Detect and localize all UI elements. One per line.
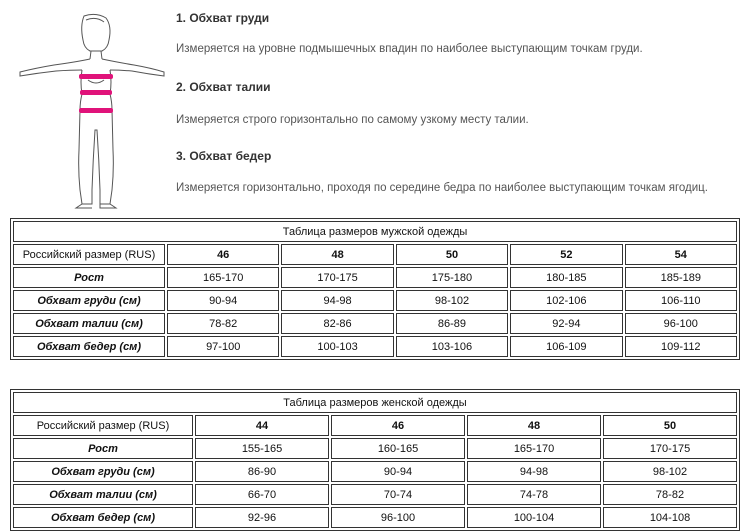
table-cell: 90-94: [331, 461, 465, 482]
table-cell: 96-100: [625, 313, 737, 334]
row-label: Обхват груди (см): [13, 461, 193, 482]
table-cell: 98-102: [396, 290, 508, 311]
table-cell: 74-78: [467, 484, 601, 505]
row-label: Рост: [13, 438, 193, 459]
table-caption-row: [13, 392, 737, 413]
size-cell: 50: [603, 415, 737, 436]
size-cell: 48: [281, 244, 393, 265]
table-cell: 165-170: [467, 438, 601, 459]
table-header-row: [13, 244, 737, 265]
table-cell: 100-103: [281, 336, 393, 357]
hips-title: 3. Обхват бедер: [176, 149, 272, 163]
waist-text: Измеряется строго горизонтально по самому узкому месту талии.: [176, 114, 529, 126]
table-cell: 104-108: [603, 507, 737, 528]
table-cell: 94-98: [281, 290, 393, 311]
table-cell: 86-90: [195, 461, 329, 482]
table-row: [13, 336, 737, 357]
table-cell: 106-109: [510, 336, 622, 357]
row-label: Обхват груди (см): [13, 290, 165, 311]
hips-text: Измеряется горизонтально, проходя по середине бедра по наиболее выступающим точкам ягодиц.: [176, 182, 708, 194]
size-cell: 52: [510, 244, 622, 265]
men-table-caption: Таблица размеров мужской одежды: [13, 221, 737, 242]
table-cell: 102-106: [510, 290, 622, 311]
table-cell: 165-170: [167, 267, 279, 288]
left-arm: [20, 59, 90, 76]
size-cell: 48: [467, 415, 601, 436]
women-table-caption: Таблица размеров женской одежды: [13, 392, 737, 413]
chest-title: 1. Обхват груди: [176, 11, 270, 25]
row-label: Рост: [13, 267, 165, 288]
hip-band: [79, 108, 113, 113]
table-row: [13, 290, 737, 311]
row-label: Обхват талии (см): [13, 313, 165, 334]
body-measurement-figure: [16, 10, 166, 210]
table-row: [13, 438, 737, 459]
chest-band: [79, 74, 113, 79]
table-cell: 94-98: [467, 461, 601, 482]
table-header-row: [13, 415, 737, 436]
size-cell: 44: [195, 415, 329, 436]
right-arm: [102, 59, 164, 76]
row-label: Обхват бедер (см): [13, 507, 193, 528]
table-caption-row: [13, 221, 737, 242]
table-cell: 86-89: [396, 313, 508, 334]
table-row: [13, 313, 737, 334]
table-cell: 103-106: [396, 336, 508, 357]
size-header-label: Российский размер (RUS): [13, 415, 193, 436]
table-cell: 92-94: [510, 313, 622, 334]
table-cell: 78-82: [603, 484, 737, 505]
table-cell: 109-112: [625, 336, 737, 357]
table-cell: 92-96: [195, 507, 329, 528]
size-cell: 46: [167, 244, 279, 265]
row-label: Обхват талии (см): [13, 484, 193, 505]
table-row: [13, 461, 737, 482]
table-cell: 66-70: [195, 484, 329, 505]
row-label: Обхват бедер (см): [13, 336, 165, 357]
table-cell: 96-100: [331, 507, 465, 528]
table-cell: 160-165: [331, 438, 465, 459]
table-cell: 70-74: [331, 484, 465, 505]
size-cell: 50: [396, 244, 508, 265]
table-cell: 90-94: [167, 290, 279, 311]
table-cell: 175-180: [396, 267, 508, 288]
table-cell: 82-86: [281, 313, 393, 334]
table-row: [13, 484, 737, 505]
chest-text: Измеряется на уровне подмышечных впадин по наиболее выступающим точкам груди.: [176, 43, 643, 55]
table-cell: 180-185: [510, 267, 622, 288]
waist-title: 2. Обхват талии: [176, 80, 271, 94]
table-row: [13, 267, 737, 288]
table-cell: 98-102: [603, 461, 737, 482]
size-header-label: Российский размер (RUS): [13, 244, 165, 265]
size-cell: 46: [331, 415, 465, 436]
table-cell: 78-82: [167, 313, 279, 334]
men-size-table: [10, 218, 740, 360]
table-cell: 100-104: [467, 507, 601, 528]
table-row: [13, 507, 737, 528]
women-size-table: [10, 389, 740, 531]
table-cell: 106-110: [625, 290, 737, 311]
table-cell: 170-175: [281, 267, 393, 288]
table-cell: 185-189: [625, 267, 737, 288]
size-cell: 54: [625, 244, 737, 265]
table-cell: 155-165: [195, 438, 329, 459]
table-cell: 170-175: [603, 438, 737, 459]
table-cell: 97-100: [167, 336, 279, 357]
waist-band: [80, 90, 112, 95]
